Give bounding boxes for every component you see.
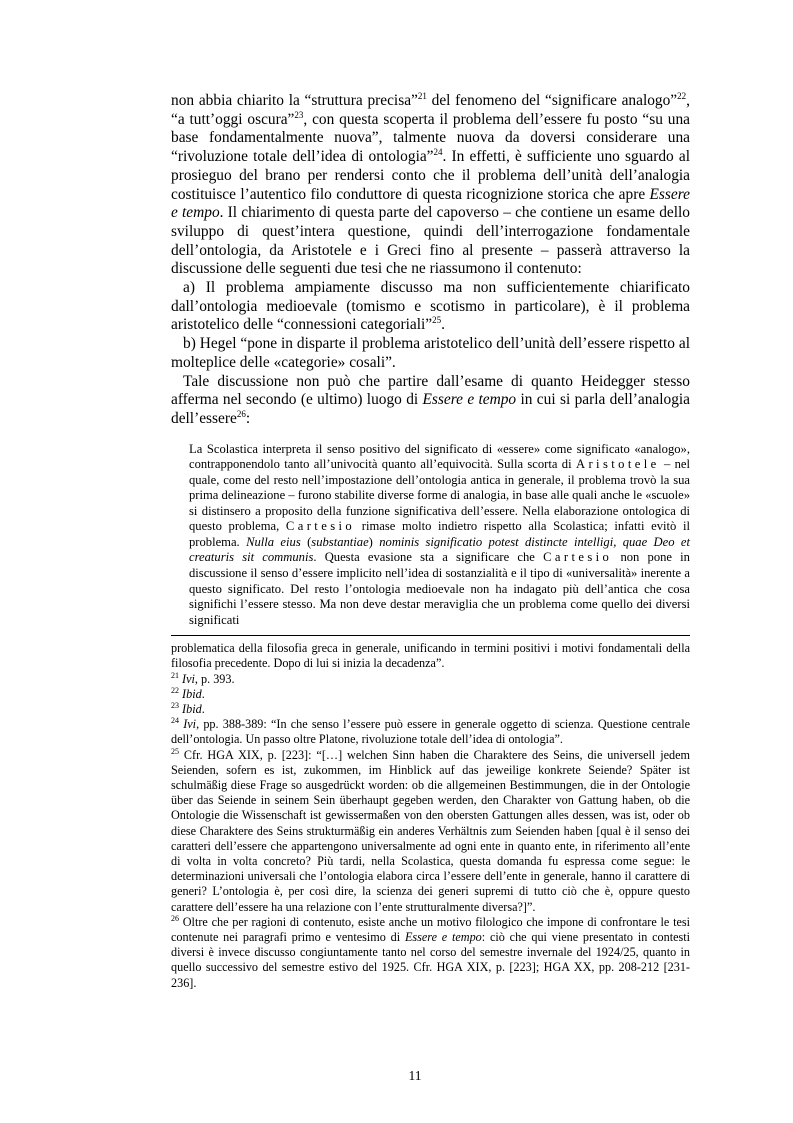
spaced-name-cartesio-2: Cartesio: [543, 550, 613, 565]
footnote-ref-25[interactable]: 25: [432, 315, 442, 326]
paragraph-thesis-b: b) Hegel “pone in disparte il problema aristotelico dell’unità dell’essere rispetto al molteplice delle «categorie» cosali”.: [171, 335, 690, 371]
footnote-26: $^{26}$ Oltre che per ragioni di contenuto, esiste anche un motivo filologico che impone di confrontare le tesi contenute nei paragrafi primo e ventesimo di Essere e tempo: ciò che qui viene presentato in contesti diversi è invece discusso congiuntamente tanto nel corso del semestre invernale del 1924/25, quanto in quello successivo del semestre estivo del 1925. Cfr. HGA XIX, p. [223]; HGA XX, pp. 208-212 [231-236].: [171, 913, 691, 990]
paragraph-4: Tale discussione non può che partire dall’esame di quanto Heidegger stesso afferma nel secondo (e ultimo) luogo di Essere e tempo in cui si parla dell’analogia dell’essere$^{26}$:: [171, 372, 691, 427]
footnote-continuation: problematica della filosofia greca in generale, unificando in termini positivi i motivi fondamentali della filosofia precedente. Dopo di lui si inizia la decadenza”.: [171, 641, 690, 671]
footnote-ref-24[interactable]: 24: [433, 146, 443, 157]
footnote-ref-21[interactable]: 21: [417, 90, 427, 101]
page-number: 11: [408, 1068, 422, 1083]
footnote-22: $^{22}$ Ibid.: [171, 685, 205, 701]
spaced-name-aristotele: Aristotele: [575, 457, 660, 472]
footnote-21: $^{21}$ Ivi, p. 393.: [171, 670, 235, 686]
footnote-ref-22[interactable]: 22: [677, 90, 687, 101]
main-text: [171, 92, 690, 429]
footnote-ref-23[interactable]: 23: [294, 109, 304, 120]
footnote-23: $^{23}$ Ibid.: [171, 700, 205, 717]
paragraph-thesis-a: a) Il problema ampiamente discusso ma non sufficientemente chiarificato dall’ontologia medioevale (tomismo e scotismo in particolare), è il problema aristotelico delle “connessioni categoriali”$^{25}$.: [171, 279, 690, 334]
footnotes: [171, 641, 690, 991]
footnote-25: $^{25}$ Cfr. HGA XIX, p. [223]: “[…] welchen Sinn haben die Charaktere des Seins, die universell jedem Seienden, sofern es ist, zukommen, im Hinblick auf das jeweilige konkrete Seiende? Später ist schulmäßig diese Frage so ausgedrückt worden: ob die allgemeinen Bestimmungen, die in der Ontologie über das Seiende in seinem Sein überhaupt gegeben werden, den Charakter von Gattung haben, ob die Ontologie die Wissenschaft ist gewissermaßen von den obersten Gattungen alles dessen, was ist, oder ob diese Charaktere des Seins strukturmäßig ein anderes Verhältnis zum Seienden haben [qual è il senso dei caratteri dell’essere che appartengono universalmente ad ogni ente in quanto ente, in riferimento all’ente di volta in volta concreto? Più tardi, nella Scolastica, questa domanda fu espressa come segue: le determinazioni universali che l’ontologia elabora circa l’essere dell’ente in generale, hanno il carattere di generi? L’ontologia è, per così dire, la scienza dei generi supremi di tutto ciò che è, oppure questo carattere dell’essere ha una relazione con l’ente strutturalmente diversa?]”.: [171, 746, 690, 914]
page-content: [171, 92, 690, 991]
footnote-separator: [171, 635, 690, 636]
spaced-name-cartesio: Cartesio: [285, 519, 356, 534]
block-quote: La Scolastica interpreta il senso positivo del significato di «essere» come significato «analogo», contrapponendolo tanto all’univocità quanto all’equivocità. Sulla scorta di Aristotele – nel quale, come del resto nell’impostazione dell’ontologia antica in generale, il problema trovò la sua prima delineazione – furono stabilite diverse forme di analogia, in base alle quali anche le «scuole» si distinsero a proposito della funzione significativa dell’essere. Nella elaborazione ontologica di questo problema, Cartesio rimase molto indietro rispetto alla Scolastica; infatti evitò il problema. Nulla eius (substantiae) nominis significatio potest distincte intelligi, quae Deo et creaturis sit communis. Questa evasione sta a significare che Cartesio non pone in discussione il senso d’essere implicito nell’idea di sostanzialità e il tipo di «universalità» inerente a questo significato. Del resto l’ontologia medioevale non ha indagato più dell’antica che cosa significhi l’essere stesso. Ma non deve destar meraviglia che un problema come quello dei diversi significati: [189, 441, 691, 627]
footnote-24: $^{24}$ Ivi, pp. 388-389: “In che senso l’essere può essere in generale oggetto di scienza. Questione centrale dell’ontologia. Un passo oltre Platone, rivoluzione totale dell’idea di ontologia”.: [171, 716, 691, 747]
footnote-ref-26[interactable]: 26: [236, 408, 246, 419]
paragraph-1: non abbia chiarito la “struttura precisa”$^{21}$ del fenomeno del “significare analogo”$^{22}$, “a tutt’oggi oscura”$^{23}$, con questa scoperta il problema dell’essere fu posto “su una base fondamentalmente nuova”, talmente nuova da doversi considerare una “rivoluzione totale dell’idea di ontologia”$^{24}$. In effetti, è sufficiente uno sguardo al prosieguo del brano per rendersi conto che il problema dell’unità dell’analogia costituisce l’autentico filo conduttore di questa ricognizione storica che apre Essere e tempo. Il chiarimento di questa parte del capoverso – che contiene un esame dello sviluppo di quest’intera questione, quindi dell’interrogazione fondamentale dell’ontologia, da Aristotele e i Greci fino al presente – passerà attraverso la discussione delle seguenti due tesi che ne riassumono il contenuto:: [171, 90, 690, 278]
